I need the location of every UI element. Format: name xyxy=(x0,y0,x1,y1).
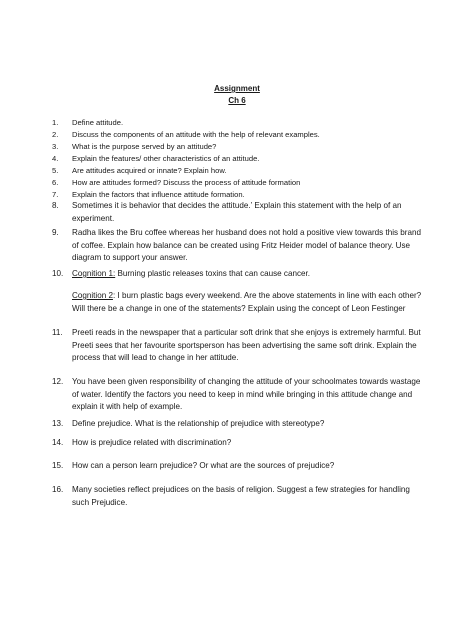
question-10: 10. Cognition 1: Burning plastic releases toxins that can cause cancer. xyxy=(52,269,311,278)
question-15: 15. How can a person learn prejudice? Or what are the sources of prejudice? xyxy=(52,461,335,470)
question-12: 12. You have been given responsibility of changing the attitude of your schoolmates towards wastage of water. Identify the factors you need to keep in mind while bringing in this attitude change and explain it with help of example. xyxy=(52,377,421,412)
question-14: 14. How is prejudice related with discrimination? xyxy=(52,438,232,447)
question-10-cognition-2: Cognition 2: I burn plastic bags every weekend. Are the above statements in line with each other? Will there be a change in one of the statements? Explain using the concept of Leon Festinger xyxy=(72,291,422,313)
chapter-title: Ch 6 xyxy=(228,96,246,105)
question-11: 11. Preeti reads in the newspaper that a particular soft drink that she enjoys is extremely harmful. But Preeti sees that her favourite sportsperson has been advertising the same soft drink. Explain the process that will lead to change in her attitude. xyxy=(52,328,421,363)
question-16: 16. Many societies reflect prejudices on the basis of religion. Suggest a few strategies for handling such Prejudice. xyxy=(52,485,410,507)
question-7: 7. Explain the factors that influence attitude formation. xyxy=(52,190,245,199)
cognition-1-label: Cognition 1: xyxy=(72,269,116,278)
question-5: 5. Are attitudes acquired or innate? Explain how. xyxy=(52,166,227,175)
assignment-title: Assignment xyxy=(214,84,260,93)
question-8: 8. Sometimes it is behavior that decides the attitude.’ Explain this statement with the help of an experiment. xyxy=(52,201,402,223)
question-3: 3. What is the purpose served by an attitude? xyxy=(52,142,217,151)
question-13: 13. Define prejudice. What is the relationship of prejudice with stereotype? xyxy=(52,419,325,428)
question-6: 6. How are attitudes formed? Discuss the process of attitude formation xyxy=(52,178,301,187)
question-1: 1. Define attitude. xyxy=(52,118,124,127)
question-9: 9. Radha likes the Bru coffee whereas her husband does not hold a positive view towards this brand of coffee. Explain how balance can be created using Fritz Heider model of balance theory. Use diagram to support your answer. xyxy=(52,228,421,263)
question-4: 4. Explain the features/ other characteristics of an attitude. xyxy=(52,154,260,163)
question-2: 2. Discuss the components of an attitude with the help of relevant examples. xyxy=(52,130,320,139)
cognition-2-label: Cognition 2 xyxy=(72,291,113,300)
